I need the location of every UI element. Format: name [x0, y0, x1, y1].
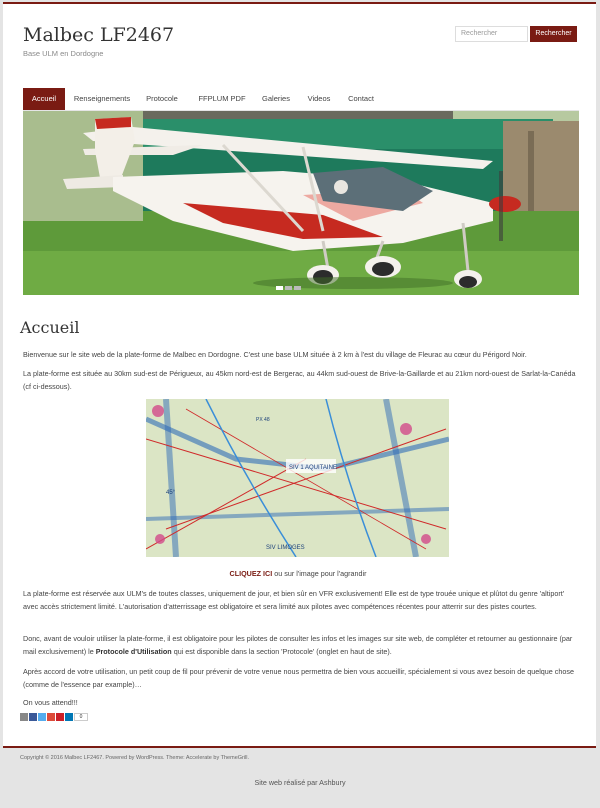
search-button[interactable]: Rechercher: [530, 26, 577, 42]
linkedin-icon[interactable]: [65, 713, 73, 721]
footer-copyright: Copyright © 2016 Malbec LF2467. Powered by WordPress. Theme: Accelerate by ThemeGrill.: [20, 755, 250, 761]
page-title: Accueil: [20, 318, 80, 337]
footer-credit[interactable]: Site web réalisé par Ashbury: [254, 778, 346, 787]
paragraph-protocol: [23, 632, 578, 658]
paragraph-rules: La plate-forme est réservée aux ULM's de toutes classes, uniquement de jour, et bien sûr en VFR exclusivement! Elle est de type trouée unique et plûtot du genre 'altiport' avec accès strictement limité. L'autorisation d'atterrissage est obligatoire et sera limité aux pilotes avec compétences récentes pour atterrir sur des pistes courtes.: [23, 589, 565, 611]
search-input[interactable]: Rechercher: [455, 26, 528, 42]
map-enlarge-link[interactable]: CLIQUEZ ICI: [229, 569, 273, 578]
pinterest-icon[interactable]: [56, 713, 64, 721]
paragraph-intro: Bienvenue sur le site web de la plate-forme de Malbec en Dordogne. C'est une base ULM située à 2 km à l'est du village de Fleurac au cœur du Périgord Noir.: [23, 350, 527, 359]
map-label-siv: SIV LIMOGES: [266, 545, 305, 551]
paragraph-location: La plate-forme est située au 30km sud-est de Périgueux, au 45km nord-est de Bergerac, au 44km sud-ouest de Brive-la-Gaillarde et au 21km nord-ouest de Sarlat-la-Canéda (cf ci-dessous).: [23, 369, 576, 391]
twitter-icon[interactable]: [38, 713, 46, 721]
nav-item-accueil[interactable]: Accueil: [23, 88, 65, 110]
main-navigation: [23, 88, 579, 111]
paragraph-contact: Après accord de votre utilisation, un petit coup de fil pour prévenir de votre venue nous permettra de bien vous accueillir, spécialement si vous avez besoin de quelque chose (comme de l'essence par example)…: [23, 667, 574, 689]
google-plus-icon[interactable]: [47, 713, 55, 721]
nav-item-ffplum-pdf[interactable]: FFPLUM PDF: [198, 94, 246, 103]
email-icon[interactable]: [20, 713, 28, 721]
map-label-center: SIV 1 AQUITAINE: [289, 465, 337, 471]
protocol-link[interactable]: Protocole d'Utilisation: [95, 647, 172, 656]
nav-item-videos[interactable]: Videos: [307, 94, 331, 103]
slider-dot-1[interactable]: [276, 286, 283, 290]
facebook-icon[interactable]: [29, 713, 37, 721]
site-description: Base ULM en Dordogne: [23, 49, 104, 58]
share-buttons: [20, 713, 89, 722]
map-caption: [0, 569, 596, 578]
nav-item-contact[interactable]: Contact: [348, 94, 374, 103]
paragraph-protocol-text-b: qui est disponible dans la section 'Protocole' (onglet en haut de site).: [171, 647, 392, 656]
site-title[interactable]: Malbec LF2467: [23, 24, 175, 46]
site-header: [3, 4, 596, 84]
paragraph-protocol-text-a: Donc, avant de vouloir utiliser la plate-forme, il est obligatoire pour les pilotes de consulter les infos et les images sur site web, de compléter et retourner au gestionnaire (par mail exclusivement) le: [23, 634, 573, 656]
share-count: 0: [74, 713, 88, 721]
location-map[interactable]: [146, 399, 449, 557]
hero-slider[interactable]: [23, 111, 579, 295]
nav-item-galeries[interactable]: Galeries: [262, 94, 290, 103]
map-label-px: PX 48: [256, 417, 270, 423]
nav-item-renseignements[interactable]: Renseignements: [73, 94, 131, 103]
map-image: [146, 399, 449, 557]
paragraph-closing: On vous attend!!!: [23, 698, 78, 707]
slider-dot-2[interactable]: [285, 286, 292, 290]
map-label-lat: 45°: [166, 490, 176, 496]
slider-dot-3[interactable]: [294, 286, 301, 290]
map-caption-text: ou sur l'image pour l'agrandir: [272, 569, 367, 578]
slider-image: [23, 111, 579, 295]
nav-item-protocole[interactable]: Protocole: [146, 94, 178, 103]
